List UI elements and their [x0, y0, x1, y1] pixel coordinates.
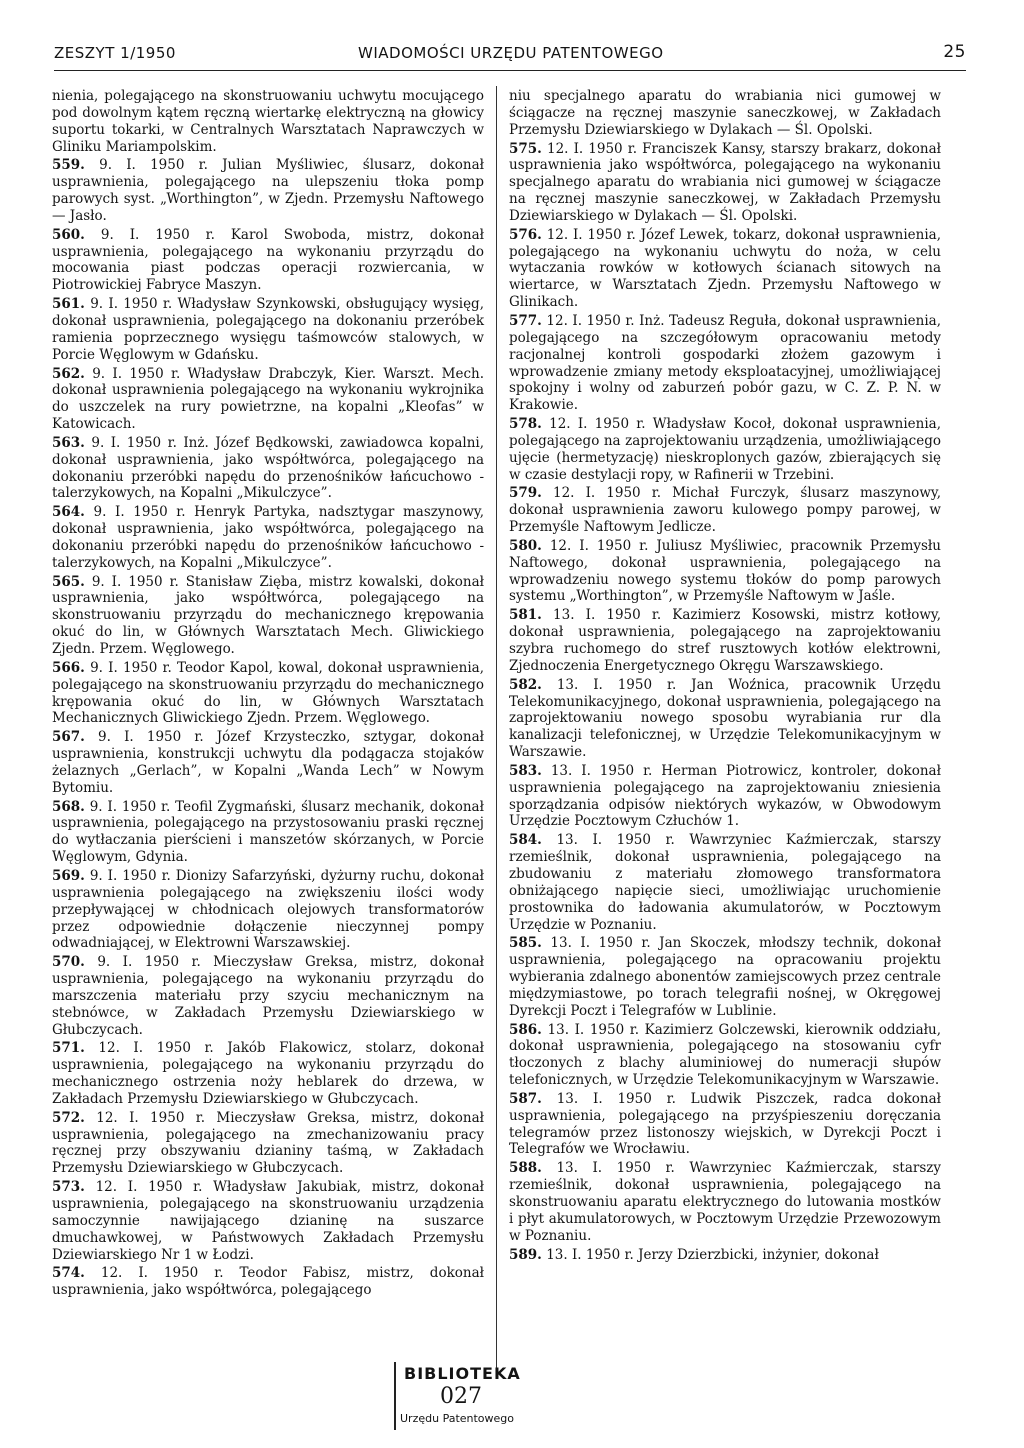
- entry-number: 580.: [509, 537, 542, 554]
- entry-number: 589.: [509, 1246, 542, 1263]
- page-header: [54, 38, 966, 66]
- entry-text: 12. I. 1950 r. Józef Lewek, tokarz, dokonał usprawnienia, polegającego na wykonaniu uchwytu do noża, w celu wytaczania rowków w kotłowych ścianach sitowych na wiertarce, w Warsztatach Zjedn. Przemysłu Naftowego w Glinikach.: [509, 226, 941, 311]
- entry-number: 571.: [52, 1040, 85, 1057]
- patent-entry: [52, 1040, 484, 1107]
- entry-number: 568.: [52, 798, 85, 815]
- entry-text: 9. I. 1950 r. Inż. Józef Będkowski, zawiadowca kopalni, dokonał usprawnienia, jako współtwórca, polegającego na dokonaniu przeróbki napędu do przenośników łańcuchowo - talerzykowych, na Kopalni „Mikulczyce”.: [52, 434, 484, 502]
- patent-entry: [52, 157, 484, 224]
- left-column: [52, 88, 484, 1301]
- entry-number: 577.: [509, 312, 542, 329]
- entry-number: 586.: [509, 1021, 542, 1038]
- patent-entry: [52, 660, 484, 727]
- entry-text: 9. I. 1950 r. Józef Krzysteczko, sztygar, dokonał usprawnienia, konstrukcji uchwytu dla podągacza stojaków żelaznych „Gerlach”, w Kopalni „Wanda Lech” w Nowym Bytomiu.: [52, 729, 484, 796]
- entry-number: 561.: [52, 296, 85, 313]
- entry-text: niu specjalnego aparatu do wrabiania nici gumowej w ściągacze na ręcznej maszynie saneczkowej, w Zakładach Przemysłu Dziewiarskiego w Dylakach — Śl. Opolski.: [509, 88, 941, 138]
- entry-number: 576.: [509, 226, 542, 243]
- entry-number: 570.: [52, 954, 85, 971]
- entry-text: 12. I. 1950 r. Inż. Tadeusz Reguła, dokonał usprawnienia, polegającego na szczegółowym opracowaniu metody racjonalnej kontroli gospodarki złożem gazowym i wprowadzenie zmiany metody eksploatacyjnej, umożliwiającej spokojny i wolny od zaburzeń pobór gazu, w C. Z. P. N. w Krakowie.: [509, 312, 941, 414]
- patent-entry: [509, 1247, 941, 1264]
- entry-number: 567.: [52, 729, 85, 746]
- patent-entry: [52, 1110, 484, 1177]
- patent-entry: [52, 1265, 484, 1299]
- patent-entry: [509, 677, 941, 761]
- entry-text: 9. I. 1950 r. Teodor Kapol, kowal, dokonał usprawnienia, polegającego na skonstruowaniu przyrządu do mechanicznego krępowania okuć do lin, w Głównych Warsztatach Mechanicznych Gliwickiego Zjedn. Przem. Węglowego.: [52, 659, 484, 727]
- library-stamp: [394, 1362, 576, 1430]
- entry-text: 9. I. 1950 r. Władysław Drabczyk, Kier. Warszt. Mech. dokonał usprawnienia polegającego na wykonaniu wykrojnika do uszczelek na rury powietrzne, na kopalni „Kleofas” w Katowicach.: [52, 365, 484, 433]
- entry-number: 587.: [509, 1090, 542, 1107]
- stamp-bottom-text: Urzędu Patentowego: [400, 1412, 515, 1425]
- right-column: [509, 88, 941, 1265]
- entry-text: 12. I. 1950 r. Mieczysław Greksa, mistrz, dokonał usprawnienia, polegającego na zmechanizowaniu pracy ręcznej przy obszywaniu dzianiny taśmą, w Zakładach Przemysłu Dziewiarskiego w Głubczycach.: [52, 1109, 484, 1177]
- entry-continuation: [52, 88, 484, 155]
- patent-entry: [52, 227, 484, 294]
- entry-number: 579.: [509, 485, 542, 502]
- entry-number: 560.: [52, 226, 85, 243]
- entry-text: 13. I. 1950 r. Kazimierz Kosowski, mistrz kotłowy, dokonał usprawnienia, polegającego na zaprojektowaniu szybra ruchomego do stref rusztowych kotłów elektrowni, Zjednoczenia Energetycznego Okręgu Warszawskiego.: [509, 607, 942, 674]
- entry-number: 572.: [52, 1109, 85, 1126]
- patent-entry: [52, 729, 484, 796]
- entry-text: 9. I. 1950 r. Dionizy Safarzyński, dyżurny ruchu, dokonał usprawnienia polegającego na zwiększeniu ilości wody przepływającej w chłodnicach olejowych transformatorów przez odpowiednie dołączenie nieczynnej pompy odwadniającej, w Elektrowni Warszawskiej.: [52, 867, 484, 952]
- entry-text: 12. I. 1950 r. Franciszek Kansy, starszy brakarz, dokonał usprawnienia jako współtwórca, polegającego na wykonaniu specjalnego aparatu do wrabiania nici gumowej w ściągacze na ręcznej maszynie saneczkowej, w Zakładach Przemysłu Dziewiarskiego w Dylakach — Śl. Opolski.: [509, 140, 941, 224]
- header-rule: [54, 70, 966, 71]
- entry-number: 562.: [52, 365, 85, 382]
- patent-entry: [509, 1091, 941, 1158]
- patent-entry: [509, 485, 941, 536]
- journal-title: WIADOMOŚCI URZĘDU PATENTOWEGO: [358, 44, 664, 62]
- patent-entry: [509, 416, 941, 483]
- stamp-number: 027: [440, 1384, 482, 1409]
- entry-text: 12. I. 1950 r. Władysław Kocoł, dokonał usprawnienia, polegającego na zaprojektowaniu urządzenia, umożliwiającego ujęcie (hermetyzację) nieskroplonych gazów, zbierających się w czasie destylacji ropy, w Rafinerii w Trzebini.: [509, 416, 941, 483]
- stamp-top-text: BIBLIOTEKA: [404, 1364, 521, 1383]
- entry-text: 9. I. 1950 r. Władysław Szynkowski, obsługujący wysięg, dokonał usprawnienia, polegającego na dokonaniu przeróbek ramienia poprzecznego wysięgu taśmowców stalowych, w Porcie Węglowym w Gdańsku.: [52, 296, 484, 363]
- patent-entry: [509, 832, 941, 933]
- entry-text: 9. I. 1950 r. Henryk Partyka, nadsztygar maszynowy, dokonał usprawnienia, jako współtwórca, polegającego na dokonaniu przeróbki napędu do przenośników łańcuchowo - talerzykowych, na Kopalni „Mikulczyce”.: [52, 504, 484, 571]
- entry-number: 569.: [52, 867, 85, 884]
- patent-entry: [52, 366, 484, 433]
- entry-text: 13. I. 1950 r. Jan Skoczek, młodszy technik, dokonał usprawnienia, polegającego na opracowaniu projektu wybierania zdalnego abonentów zamiejscowych przez centrale międzymiastowe, po torach telegrafii nośnej, w Okręgowej Dyrekcji Poczt i Telegrafów w Lublinie.: [509, 935, 941, 1019]
- patent-entry: [52, 799, 484, 866]
- entry-number: 575.: [509, 140, 542, 157]
- entry-text: 9. I. 1950 r. Mieczysław Greksa, mistrz, dokonał usprawnienia, polegającego na wykonaniu przyrządu do marszczenia materiału przy szyciu mechanicznym na stebnówce, w Zakładach Przemysłu Dziewiarskiego w Głubczycach.: [52, 954, 485, 1038]
- entry-text: 13. I. 1950 r. Jerzy Dzierzbicki, inżynier, dokonał: [546, 1246, 879, 1263]
- entry-text: 13. I. 1950 r. Wawrzyniec Kaźmierczak, starszy rzemieślnik, dokonał usprawnienia, polegającego na skonstruowaniu aparatu elektrycznego do lutowania mostków i płyt akumulatorowych, w Pocztowym Urzędzie Przewozowym w Poznaniu.: [509, 1160, 941, 1244]
- patent-entry: [509, 313, 941, 414]
- entry-text: 9. I. 1950 r. Stanisław Zięba, mistrz kowalski, dokonał usprawnienia, jako współtwórca, polegającego na skonstruowaniu przyrządu do mechanicznego krępowania okuć do lin, w Głównych Warsztatach Mech. Gliwickiego Zjedn. Przem. Węglowego.: [52, 573, 484, 657]
- entry-number: 574.: [52, 1265, 85, 1282]
- patent-entry: [509, 607, 941, 674]
- patent-entry: [509, 538, 941, 605]
- entry-number: 585.: [509, 935, 542, 952]
- entry-number: 573.: [52, 1179, 85, 1196]
- issue-label: ZESZYT 1/1950: [54, 44, 176, 62]
- entry-number: 581.: [509, 607, 542, 624]
- patent-entry: [509, 227, 941, 311]
- entry-number: 578.: [509, 416, 542, 433]
- entry-text: nienia, polegającego na skonstruowaniu uchwytu mocującego pod dowolnym kątem ręczną wiertarkę elektryczną na głowicy suportu tokarki, w Centralnych Warsztatach Naprawczych w Gliniku Mariampolskim.: [52, 88, 484, 155]
- patent-entry: [509, 935, 941, 1019]
- entry-number: 588.: [509, 1160, 542, 1177]
- entry-text: 13. I. 1950 r. Ludwik Piszczek, radca dokonał usprawnienia, polegającego na przyśpieszeniu doręczania telegramów przez listonoszy wiejskich, w Dyrekcji Poczt i Telegrafów we Wrocławiu.: [509, 1090, 942, 1158]
- entry-text: 12. I. 1950 r. Juliusz Myśliwiec, pracownik Przemysłu Naftowego, dokonał usprawnienia, polegającego na wprowadzeniu nowego systemu tłoków do pomp parowych systemu „Worthington”, w Przemyśle Naftowym w Jaśle.: [509, 537, 941, 605]
- patent-entry: [52, 435, 484, 502]
- patent-entry: [509, 141, 941, 225]
- entry-number: 583.: [509, 762, 542, 779]
- patent-entry: [52, 504, 484, 571]
- patent-entry: [52, 954, 484, 1038]
- patent-entry: [52, 1179, 484, 1263]
- entry-number: 584.: [509, 832, 542, 849]
- entry-text: 12. I. 1950 r. Michał Furczyk, ślusarz maszynowy, dokonał usprawnienia zaworu kulowego pompy parowej, w Przemyśle Naftowym Jedlicze.: [509, 485, 941, 536]
- entry-text: 13. I. 1950 r. Kazimierz Golczewski, kierownik oddziału, dokonał usprawnienia, polegającego na stosowaniu cyfr tłoczonych z blachy aluminiowej do numeracji słupów telefonicznych, w Urzędzie Telekomunikacyjnym w Warszawie.: [509, 1021, 941, 1089]
- entry-text: 13. I. 1950 r. Wawrzyniec Kaźmierczak, starszy rzemieślnik, dokonał usprawnienia, polegającego na zbudowaniu z materiału złomowego transformatora obniżającego napięcie sieci, umożliwiając uruchomienie prostownika do ładowania akumulatorów, w Pocztowym Urzędzie w Poznaniu.: [509, 832, 941, 933]
- entry-text: 12. I. 1950 r. Jakób Flakowicz, stolarz, dokonał usprawnienia, polegającego na wykonaniu przyrządu do mechanicznego ostrzenia noży heblarek do drzewa, w Zakładach Przemysłu Dziewiarskiego w Głubczycach.: [52, 1040, 484, 1107]
- entry-number: 564.: [52, 504, 85, 521]
- patent-entry: [52, 868, 484, 952]
- entry-text: 13. I. 1950 r. Jan Woźnica, pracownik Urzędu Telekomunikacyjnego, dokonał usprawnienia, polegającego na zaprojektowaniu nowego sposobu wyrabiania rur dla kanalizacji telefonicznej, w Urzędzie Telekomunikacyjnym w Warszawie.: [509, 676, 941, 761]
- patent-entry: [52, 296, 484, 363]
- entry-text: 9. I. 1950 r. Teofil Zygmański, ślusarz mechanik, dokonał usprawnienia, polegającego na przystosowaniu praski ręcznej do wytłaczania pierścieni i manszetów skórzanych, w Porcie Węglowym, Gdynia.: [52, 798, 484, 866]
- entry-number: 559.: [52, 157, 85, 174]
- entry-text: 9. I. 1950 r. Karol Swoboda, mistrz, dokonał usprawnienia, polegającego na wykonaniu przyrządu do mocowania piast podczas operacji rozwiercania, w Piotrowickiej Fabryce Maszyn.: [52, 226, 484, 294]
- entry-number: 565.: [52, 573, 85, 590]
- entry-text: 9. I. 1950 r. Julian Myśliwiec, ślusarz, dokonał usprawnienia, polegającego na ulepszeniu tłoka pomp parowych syst. „Worthington”, w Zjedn. Przemysłu Naftowego — Jasło.: [52, 157, 484, 224]
- patent-entry: [52, 574, 484, 658]
- entry-number: 566.: [52, 659, 85, 676]
- patent-entry: [509, 763, 941, 830]
- entry-text: 12. I. 1950 r. Władysław Jakubiak, mistrz, dokonał usprawnienia, polegającego na skonstruowaniu urządzenia samoczynnie nawijającego dzianinę na suszarce dmuchawkowej, w Państwowych Zakładach Przemysłu Dziewiarskiego Nr 1 w Łodzi.: [52, 1179, 484, 1263]
- entry-number: 582.: [509, 676, 542, 693]
- entry-text: 12. I. 1950 r. Teodor Fabisz, mistrz, dokonał usprawnienia, jako współtwórca, polegającego: [52, 1265, 484, 1299]
- page-number: 25: [943, 42, 966, 62]
- entry-number: 563.: [52, 434, 85, 451]
- entry-text: 13. I. 1950 r. Herman Piotrowicz, kontroler, dokonał usprawnienia polegającego na zaprojektowaniu zniesienia sporządzania odpisów niektórych wykazów, w Obwodowym Urzędzie Pocztowym Człuchów 1.: [509, 762, 941, 830]
- column-divider: [496, 86, 497, 1376]
- patent-entry: [509, 1022, 941, 1089]
- patent-entry: [509, 1160, 941, 1244]
- entry-continuation: [509, 88, 941, 139]
